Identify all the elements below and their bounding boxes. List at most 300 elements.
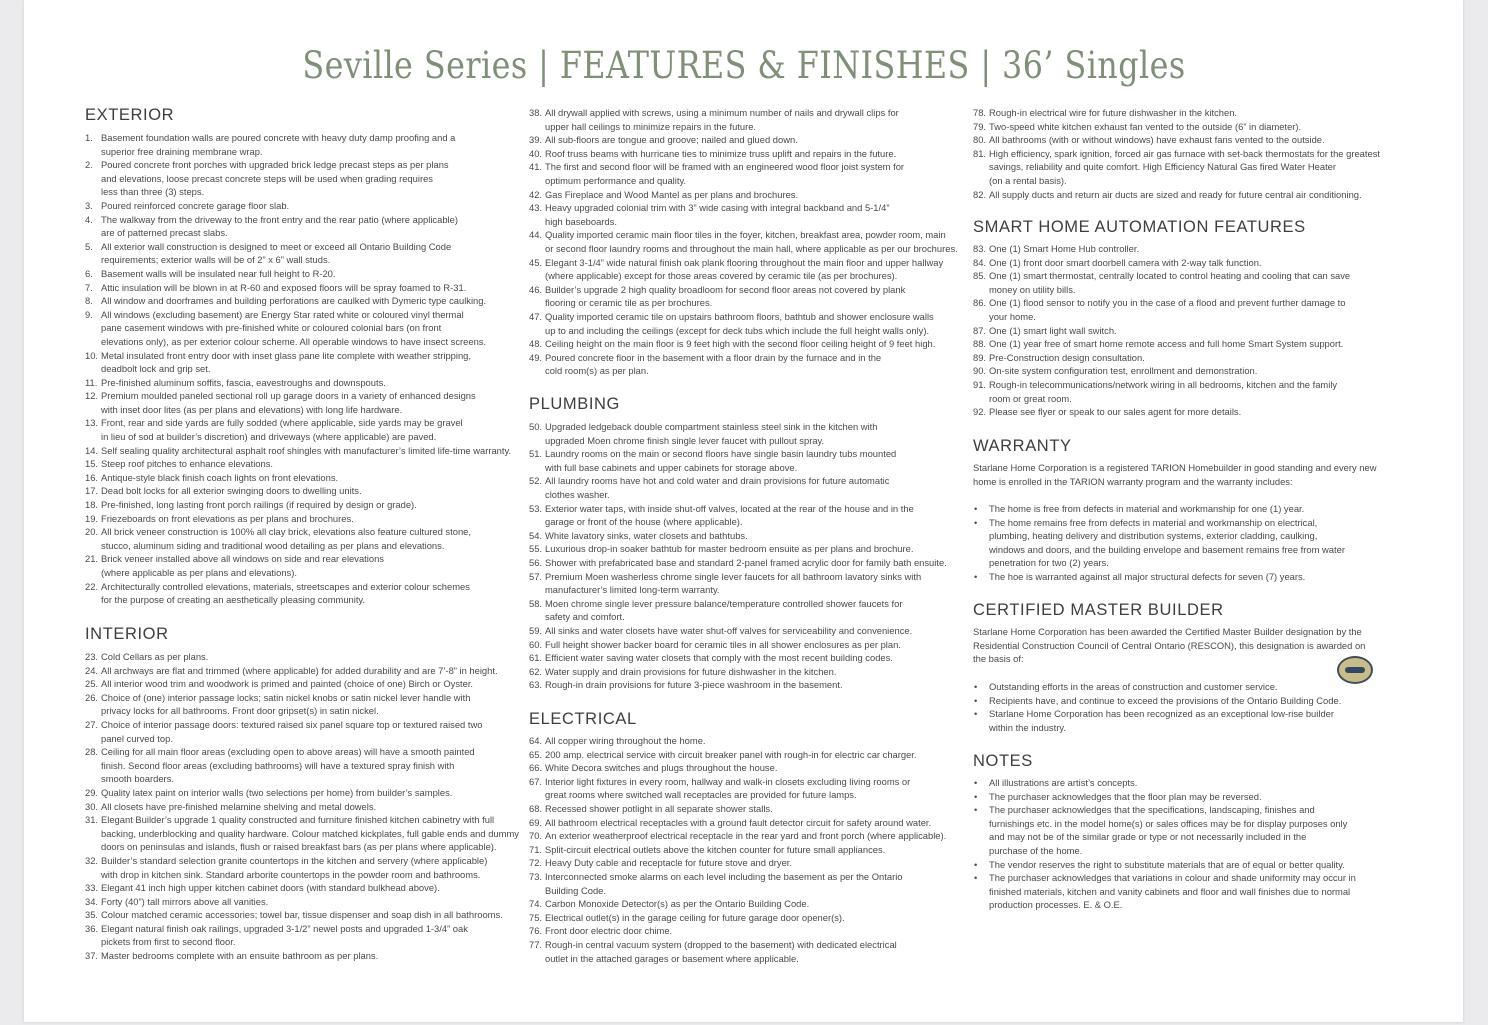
item-number: 57. xyxy=(529,570,543,582)
list-item xyxy=(85,718,525,745)
bullet-dot: • xyxy=(974,804,978,816)
list-item xyxy=(85,376,525,390)
item-text-line: Basement walls will be insulated near full height to R-20. xyxy=(101,267,336,279)
item-number: 31. xyxy=(85,814,99,826)
list-item xyxy=(529,201,969,228)
item-text-line: upgraded Moen chrome finish single lever faucet with pullout spray. xyxy=(545,434,825,446)
item-text-line: All copper wiring throughout the home. xyxy=(545,735,706,746)
item-number: 88. xyxy=(973,338,987,350)
bullet-dot: • xyxy=(974,708,978,720)
item-text-line: Steep roof pitches to enhance elevations. xyxy=(101,458,273,470)
list-item xyxy=(529,147,969,161)
item-text-line: Split-circuit electrical outlets above the kitchen counter for future small appliances. xyxy=(545,843,886,855)
bullet-item xyxy=(973,570,1403,584)
item-text-line: Self sealing quality architectural asphalt roof shingles with manufacturer’s limited life-time warranty. xyxy=(101,444,512,456)
bullet-dot: • xyxy=(974,503,978,514)
item-text-line: less than three (3) steps. xyxy=(101,186,205,198)
item-text-line: for the purpose of creating an aesthetically pleasing community. xyxy=(101,594,366,606)
list-item xyxy=(529,133,969,147)
paragraph-line: Starlane Home Corporation has been awarded the Certified Master Builder designation by the xyxy=(973,626,1362,637)
list-item xyxy=(529,870,969,897)
item-number: 34. xyxy=(85,895,99,907)
item-text-line: are of patterned precast slabs. xyxy=(101,227,228,239)
item-number: 41. xyxy=(529,161,543,173)
certified-bullets xyxy=(973,680,1403,734)
smart-home-list xyxy=(973,242,1403,419)
item-text-line: with full base cabinets and upper cabinets for storage above. xyxy=(545,461,798,473)
item-text-line: Premium Moen washerless chrome single lever faucets for all bathroom lavatory sinks with xyxy=(545,570,922,582)
item-text-line: stucco, aluminum siding and traditional wood detailing as per plans and elevations. xyxy=(101,539,445,551)
item-text-line: upper hall ceilings to minimize repairs in the future. xyxy=(545,120,757,132)
item-number: 92. xyxy=(973,406,987,418)
item-number: 44. xyxy=(529,229,543,241)
certified-intro xyxy=(973,625,1403,666)
item-text-line: Forty (40”) tall mirrors above all vanities. xyxy=(101,895,269,907)
item-number: 32. xyxy=(85,854,99,866)
item-number: 70. xyxy=(529,830,543,842)
item-number: 39. xyxy=(529,134,543,146)
bullet-dot: • xyxy=(974,694,978,706)
item-number: 78. xyxy=(973,107,987,118)
item-text-line: manufacturer’s limited long-term warranty. xyxy=(545,584,720,596)
item-number: 69. xyxy=(529,816,543,828)
item-number: 61. xyxy=(529,652,543,664)
item-text-line: savings, reliability and quite comfort. High Efficiency Natural Gas fired Water Heater xyxy=(989,161,1337,173)
item-text-line: up to and including the ceilings (except for deck tubs which include the full height walls only). xyxy=(545,324,930,336)
item-text-line: Rough-in telecommunications/network wiring in all bedrooms, kitchen and the family xyxy=(989,378,1338,390)
list-item xyxy=(85,552,525,579)
item-text-line: Ceiling height on the main floor is 9 feet high with the second floor ceiling height of 9 feet high. xyxy=(545,338,936,350)
item-text-line: pickets from first to second floor. xyxy=(101,936,236,948)
item-text-line: your home. xyxy=(989,310,1036,322)
bullet-text-line: The purchaser acknowledges that variations in colour and shade uniformity may occur in xyxy=(989,872,1356,884)
list-item xyxy=(85,471,525,485)
bullet-dot: • xyxy=(974,570,978,582)
item-number: 26. xyxy=(85,691,99,703)
list-item xyxy=(85,525,525,552)
list-item xyxy=(529,938,969,965)
item-text-line: (where applicable) except for those areas covered by ceramic tile (as per brochures). xyxy=(545,270,898,282)
item-text-line: Elegant natural finish oak railings, upgraded 3-1/2” newel posts and upgraded 1-3/4” oak xyxy=(101,922,468,934)
exterior-list xyxy=(85,131,525,607)
item-number: 2. xyxy=(85,159,93,171)
item-number: 66. xyxy=(529,762,543,774)
item-text-line: All sinks and water closets have water shut-off valves for serviceability and convenience. xyxy=(545,624,913,636)
bullet-item xyxy=(973,707,1403,734)
item-text-line: pane casement windows with pre-finished white or coloured colonial bars (on front xyxy=(101,322,442,334)
item-text-line: Architecturally controlled elevations, materials, streetscapes and exterior colour schemes xyxy=(101,580,470,592)
item-text-line: Choice of (one) interior passage locks; satin nickel knobs or satin nickel lever handle with xyxy=(101,691,471,703)
list-item xyxy=(85,512,525,526)
item-number: 6. xyxy=(85,267,93,279)
item-text-line: outlet in the attached garages or basement where applicable. xyxy=(545,952,799,964)
list-item xyxy=(85,281,525,295)
bullet-text-line: purchase of the home. xyxy=(989,844,1083,856)
item-text-line: Heavy Duty cable and receptacle for future stove and dryer. xyxy=(545,857,793,869)
item-text-line: One (1) flood sensor to notify you in the case of a flood and prevent further damage to xyxy=(989,297,1346,309)
list-item xyxy=(529,337,969,351)
list-item xyxy=(85,158,525,199)
list-item xyxy=(973,337,1403,351)
item-text-line: All window and doorframes and building perforations are caulked with Dymeric type caulking. xyxy=(101,295,487,307)
item-number: 52. xyxy=(529,475,543,487)
item-text-line: Exterior water taps, with inside shut-off valves, located at the rear of the house and in the xyxy=(545,502,914,514)
list-item xyxy=(529,897,969,911)
bullet-item xyxy=(973,790,1403,804)
bullet-dot: • xyxy=(974,872,978,884)
item-number: 75. xyxy=(529,911,543,923)
item-text-line: and elevations, loose precast concrete steps will be used when grading requires xyxy=(101,172,433,184)
list-item xyxy=(85,854,525,881)
list-item xyxy=(529,651,969,665)
item-text-line: optimum performance and quality. xyxy=(545,174,687,186)
item-text-line: garage or front of the house (where applicable). xyxy=(545,516,743,528)
list-item xyxy=(85,294,525,308)
list-item xyxy=(529,502,969,529)
list-item xyxy=(529,188,969,202)
list-item xyxy=(85,267,525,281)
item-text-line: Premium moulded paneled sectional roll up garage doors in a variety of enhanced designs xyxy=(101,390,476,402)
item-text-line: 200 amp. electrical service with circuit breaker panel with rough-in for electric car charger. xyxy=(545,748,917,760)
item-number: 18. xyxy=(85,499,99,511)
item-number: 87. xyxy=(973,324,987,336)
item-text-line: or second floor laundry rooms and throughout the main hall, where applicable as per our brochures. xyxy=(545,242,958,254)
list-item xyxy=(529,638,969,652)
item-text-line: All windows (excluding basement) are Energy Star rated white or coloured vinyl thermal xyxy=(101,308,464,320)
list-item xyxy=(529,228,969,255)
item-number: 7. xyxy=(85,281,93,293)
item-text-line: Shower with prefabricated base and standard 2-panel framed acrylic door for family bath ensuite. xyxy=(545,556,947,568)
item-text-line: with inset door lites (as per plans and elevations) with long life hardware. xyxy=(101,403,403,415)
item-text-line: Roof truss beams with hurricane ties to minimize truss uplift and repairs in the future. xyxy=(545,147,897,159)
item-text-line: Brick veneer installed above all windows on side and rear elevations xyxy=(101,553,384,565)
item-text-line: Laundry rooms on the main or second floors have single basin laundry tubs mounted xyxy=(545,448,897,460)
item-number: 54. xyxy=(529,529,543,541)
section-heading-notes: NOTES xyxy=(973,752,1033,770)
item-text-line: Friezeboards on front elevations as per plans and brochures. xyxy=(101,512,354,524)
item-text-line: Two-speed white kitchen exhaust fan vented to the outside (6” in diameter). xyxy=(989,120,1302,132)
bullet-item xyxy=(973,776,1403,790)
list-item xyxy=(85,949,525,963)
item-number: 47. xyxy=(529,310,543,322)
item-number: 1. xyxy=(85,132,93,143)
list-item xyxy=(973,296,1403,323)
item-text-line: deadbolt lock and grip set. xyxy=(101,363,211,375)
warranty-bullets xyxy=(973,502,1403,584)
item-text-line: All drywall applied with screws, using a minimum number of nails and drywall clips for xyxy=(545,107,899,118)
item-number: 43. xyxy=(529,202,543,214)
item-text-line: (where applicable as per plans and elevations). xyxy=(101,567,297,578)
list-item xyxy=(85,922,525,949)
item-number: 62. xyxy=(529,665,543,677)
list-item xyxy=(973,147,1403,188)
bullet-text-line: and may not be of the similar grade or type or not necessarily included in the xyxy=(989,831,1307,843)
item-number: 64. xyxy=(529,735,543,746)
list-item xyxy=(529,283,969,310)
item-text-line: Full height shower backer board for ceramic tiles in all shower enclosures as per plan. xyxy=(545,638,901,650)
item-number: 20. xyxy=(85,526,99,538)
list-item xyxy=(529,748,969,762)
plumbing-list xyxy=(529,420,969,692)
list-item xyxy=(85,131,525,158)
section-heading-smart-home: SMART HOME AUTOMATION FEATURES xyxy=(973,218,1306,236)
item-text-line: Quality latex paint on interior walls (two selections per home) from builder’s samples. xyxy=(101,786,453,798)
list-item xyxy=(85,677,525,691)
item-number: 77. xyxy=(529,938,543,950)
item-text-line: The walkway from the driveway to the front entry and the rear patio (where applicable) xyxy=(101,213,458,225)
section-heading-certified-master-builder: CERTIFIED MASTER BUILDER xyxy=(973,601,1224,619)
item-text-line: Quality imported ceramic tile on upstairs bathroom floors, bathtub and shower enclosure walls xyxy=(545,310,934,322)
item-text-line: White Decora switches and plugs throughout the house. xyxy=(545,762,778,774)
page-title: Seville Series | FEATURES & FINISHES | 36’ Singles xyxy=(302,44,1186,87)
item-text-line: Heavy upgraded colonial trim with 3” wide casing with integral backband and 5-1/4” xyxy=(545,202,890,214)
list-item xyxy=(973,242,1403,256)
item-number: 27. xyxy=(85,718,99,730)
item-text-line: All closets have pre-finished melamine shelving and metal dowels. xyxy=(101,800,377,812)
list-item xyxy=(529,106,969,133)
list-item xyxy=(529,843,969,857)
item-number: 72. xyxy=(529,857,543,869)
bullet-text-line: The purchaser acknowledges that the specifications, landscaping, finishes and xyxy=(989,804,1315,816)
list-item xyxy=(85,800,525,814)
electrical-list xyxy=(529,734,969,965)
item-number: 73. xyxy=(529,870,543,882)
section-heading-exterior: EXTERIOR xyxy=(85,106,175,124)
section-heading-warranty: WARRANTY xyxy=(973,437,1072,455)
item-text-line: All interior wood trim and woodwork is primed and painted (choice of one) Birch or Oyster. xyxy=(101,678,474,690)
item-number: 79. xyxy=(973,120,987,132)
item-number: 17. xyxy=(85,485,99,497)
item-text-line: (on a rental basis). xyxy=(989,174,1067,186)
list-item xyxy=(85,908,525,922)
list-item xyxy=(529,160,969,187)
item-text-line: Recessed shower potlight in all separate shower stalls. xyxy=(545,802,773,814)
item-number: 8. xyxy=(85,295,93,307)
list-item xyxy=(529,761,969,775)
item-text-line: Antique-style black finish coach lights on front elevations. xyxy=(101,471,339,483)
item-text-line: Front door electric door chime. xyxy=(545,925,673,937)
paragraph-line: Starlane Home Corporation is a registered TARION Homebuilder in good standing and every new xyxy=(973,462,1377,473)
bullet-item xyxy=(973,516,1403,570)
bullet-text-line: production processes. E. & O.E. xyxy=(989,899,1123,911)
list-item xyxy=(529,678,969,692)
item-number: 59. xyxy=(529,624,543,636)
list-item xyxy=(85,213,525,240)
item-number: 16. xyxy=(85,471,99,483)
item-number: 19. xyxy=(85,512,99,524)
item-text-line: Ceiling for all main floor areas (excluding open to above areas) will have a smooth painted xyxy=(101,746,475,758)
bullet-text-line: The home is free from defects in material and workmanship for one (1) year. xyxy=(989,503,1305,514)
list-item xyxy=(973,364,1403,378)
list-item xyxy=(529,542,969,556)
item-text-line: Elegant 3-1/4” wide natural finish oak plank flooring throughout the main floor and upper hallway xyxy=(545,256,944,268)
bullet-text-line: Outstanding efforts in the areas of construction and customer service. xyxy=(989,681,1278,692)
bullet-item xyxy=(973,502,1403,516)
item-text-line: safety and comfort. xyxy=(545,611,625,623)
item-number: 46. xyxy=(529,283,543,295)
item-number: 29. xyxy=(85,786,99,798)
item-number: 82. xyxy=(973,188,987,200)
item-text-line: flooring or ceramic tile as per brochures. xyxy=(545,297,713,309)
item-number: 84. xyxy=(973,256,987,268)
item-number: 35. xyxy=(85,909,99,921)
item-number: 12. xyxy=(85,390,99,402)
list-item xyxy=(529,665,969,679)
item-text-line: requirements; exterior walls will be of 2” x 6” wall studs. xyxy=(101,254,331,266)
list-item xyxy=(529,447,969,474)
item-text-line: Interior light fixtures in every room, hallway and walk-in closets excluding living rooms or xyxy=(545,775,911,787)
list-item xyxy=(529,529,969,543)
list-item xyxy=(85,484,525,498)
item-text-line: Please see flyer or speak to our sales agent for more details. xyxy=(989,406,1242,418)
item-text-line: Water supply and drain provisions for future dishwasher in the kitchen. xyxy=(545,665,837,677)
item-number: 23. xyxy=(85,651,99,662)
item-number: 45. xyxy=(529,256,543,268)
list-item xyxy=(529,829,969,843)
list-item xyxy=(529,802,969,816)
item-text-line: An exterior weatherproof electrical receptacle in the rear yard and front porch (where applicable). xyxy=(545,830,947,842)
bullet-text-line: Starlane Home Corporation has been recognized as an exceptional low-rise builder xyxy=(989,708,1334,720)
list-item xyxy=(85,199,525,213)
item-number: 56. xyxy=(529,556,543,568)
bullet-dot: • xyxy=(974,777,978,788)
bullet-item xyxy=(973,803,1403,857)
item-text-line: Elegant Builder’s upgrade 1 quality constructed and furniture finished kitchen cabinetry with full xyxy=(101,814,495,826)
item-text-line: finish. Second floor areas (excluding bathrooms) will have a textured spray finish with xyxy=(101,759,455,771)
item-number: 55. xyxy=(529,543,543,555)
item-text-line: Building Code. xyxy=(545,884,606,896)
warranty-intro xyxy=(973,461,1403,488)
list-item xyxy=(85,650,525,664)
item-text-line: Elegant 41 inch high upper kitchen cabinet doors (with standard bulkhead above). xyxy=(101,882,440,894)
item-number: 13. xyxy=(85,417,99,429)
list-item xyxy=(529,556,969,570)
section-heading-interior: INTERIOR xyxy=(85,625,169,643)
bullet-text-line: The home remains free from defects in material and workmanship on electrical, xyxy=(989,516,1318,528)
item-text-line: All brick veneer construction is 100% all clay brick, elevations also feature cultured stone, xyxy=(101,526,471,538)
item-number: 81. xyxy=(973,147,987,159)
item-text-line: backing, underblocking and quality hardware. Colour matched kickplates, full gable ends and dummy xyxy=(101,827,519,839)
item-text-line: The first and second floor will be framed with an engineered wood floor joist system for xyxy=(545,161,905,173)
list-item xyxy=(529,597,969,624)
item-text-line: Attic insulation will be blown in at R-60 and exposed floors will be spray foamed to R-31. xyxy=(101,281,467,293)
bullet-text-line: plumbing, heating delivery and distribution systems, exterior cladding, caulking, xyxy=(989,530,1318,542)
item-number: 15. xyxy=(85,458,99,470)
item-text-line: Luxurious drop-in soaker bathtub for master bedroom ensuite as per plans and brochure. xyxy=(545,543,914,555)
item-text-line: All supply ducts and return air ducts are sized and ready for future central air conditioning. xyxy=(989,188,1362,200)
item-number: 86. xyxy=(973,297,987,309)
item-text-line: All bathroom electrical receptacles with a ground fault detector circuit for safety around water. xyxy=(545,816,932,828)
item-number: 76. xyxy=(529,925,543,937)
bullet-text-line: furnishings etc. in the model home(s) or sales offices may be for display purposes only xyxy=(989,817,1348,829)
item-number: 22. xyxy=(85,580,99,592)
item-number: 74. xyxy=(529,898,543,910)
item-text-line: One (1) smart light wall switch. xyxy=(989,324,1117,336)
item-number: 80. xyxy=(973,134,987,146)
item-text-line: Pre-finished, long lasting front porch railings (if required by design or grade). xyxy=(101,499,417,511)
list-item xyxy=(85,745,525,786)
item-text-line: Carbon Monoxide Detector(s) as per the Ontario Building Code. xyxy=(545,898,810,910)
bullet-item xyxy=(973,871,1403,912)
list-item xyxy=(85,813,525,854)
bullet-text-line: The vendor reserves the right to substitute materials that are of equal or better quality. xyxy=(989,858,1345,870)
item-text-line: One (1) Smart Home Hub controller. xyxy=(989,243,1140,254)
item-number: 14. xyxy=(85,444,99,456)
item-number: 65. xyxy=(529,748,543,760)
item-text-line: Builder’s upgrade 2 high quality broadloom for second floor areas not covered by plank xyxy=(545,283,906,295)
item-text-line: Poured reinforced concrete garage floor slab. xyxy=(101,199,290,211)
interior-list xyxy=(85,650,525,963)
bullet-text-line: All illustrations are artist’s concepts. xyxy=(989,777,1138,788)
item-number: 63. xyxy=(529,679,543,691)
item-number: 83. xyxy=(973,243,987,254)
item-text-line: Pre-Construction design consultation. xyxy=(989,351,1145,363)
list-item xyxy=(973,351,1403,365)
bullet-text-line: penetration for two (2) years. xyxy=(989,557,1109,569)
rescon-seal-logo xyxy=(1337,656,1373,684)
bullet-dot: • xyxy=(974,681,978,692)
bullet-item xyxy=(973,858,1403,872)
item-text-line: Basement foundation walls are poured concrete with heavy duty damp proofing and a xyxy=(101,132,456,143)
list-item xyxy=(85,389,525,416)
item-text-line: great rooms where switched wall receptacles are provided for future lamps. xyxy=(545,789,857,801)
interior-list-continued xyxy=(529,106,969,378)
item-number: 30. xyxy=(85,800,99,812)
list-item xyxy=(973,269,1403,296)
list-item xyxy=(85,498,525,512)
item-text-line: Electrical outlet(s) in the garage ceiling for future garage door opener(s). xyxy=(545,911,845,923)
item-text-line: Front, rear and side yards are fully sodded (where applicable, side yards may be gravel xyxy=(101,417,463,429)
list-item xyxy=(85,416,525,443)
item-number: 36. xyxy=(85,922,99,934)
list-item xyxy=(85,308,525,349)
item-text-line: All sub-floors are tongue and groove; nailed and glued down. xyxy=(545,134,798,146)
bullet-dot: • xyxy=(974,790,978,802)
item-text-line: All bathrooms (with or without windows) have exhaust fans vented to the outside. xyxy=(989,134,1325,146)
list-item xyxy=(85,895,525,909)
item-text-line: Poured concrete front porches with upgraded brick ledge precast steps as per plans xyxy=(101,159,449,171)
item-number: 51. xyxy=(529,448,543,460)
item-number: 37. xyxy=(85,950,99,962)
item-number: 60. xyxy=(529,638,543,650)
item-text-line: Interconnected smoke alarms on each level including the basement as per the Ontario xyxy=(545,870,903,882)
item-text-line: All laundry rooms have hot and cold water and drain provisions for future automatic xyxy=(545,475,890,487)
list-item xyxy=(529,570,969,597)
list-item xyxy=(529,420,969,447)
list-item xyxy=(529,816,969,830)
item-number: 10. xyxy=(85,349,99,361)
electrical-list-continued xyxy=(973,106,1403,201)
list-item xyxy=(85,580,525,607)
section-heading-plumbing: PLUMBING xyxy=(529,395,620,413)
list-item xyxy=(529,734,969,748)
list-item xyxy=(529,256,969,283)
item-text-line: elevations only), as per exterior colour scheme. All operable windows to have insect screens. xyxy=(101,335,487,347)
item-text-line: Master bedrooms complete with an ensuite bathroom as per plans. xyxy=(101,950,379,962)
list-item xyxy=(973,188,1403,202)
item-number: 40. xyxy=(529,147,543,159)
item-text-line: Rough-in central vacuum system (dropped to the basement) with dedicated electrical xyxy=(545,938,897,950)
item-text-line: clothes washer. xyxy=(545,488,610,500)
list-item xyxy=(529,911,969,925)
item-text-line: superior free draining membrane wrap. xyxy=(101,145,263,157)
list-item xyxy=(85,457,525,471)
item-text-line: doors on peninsulas and islands, flush or raised breakfast bars (as per plans where applicable). xyxy=(101,841,497,853)
item-number: 48. xyxy=(529,338,543,350)
item-text-line: Pre-finished aluminum soffits, fascia, eavestroughs and downspouts. xyxy=(101,376,386,388)
list-item xyxy=(85,786,525,800)
item-text-line: Gas Fireplace and Wood Mantel as per plans and brochures. xyxy=(545,188,799,200)
